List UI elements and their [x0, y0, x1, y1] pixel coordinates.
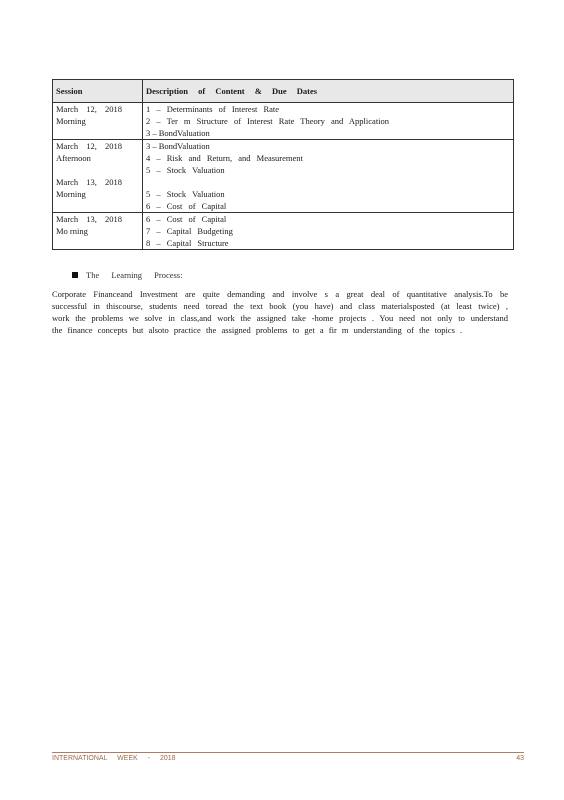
description-cell	[143, 213, 514, 250]
topic-item: 2 – Ter m Structure of Interest Rate Theory and Application	[146, 116, 390, 126]
session-date: March 13, 2018	[56, 214, 123, 224]
footer-label: INTERNATIONAL WEEK - 2018	[52, 755, 176, 762]
session-cell	[53, 140, 143, 213]
topic-item: 3 – BondValuation	[146, 128, 210, 138]
table-header-row	[53, 80, 514, 103]
header-description: Description of Content & Due Dates	[143, 80, 514, 103]
topic-item: 6 – Cost of Capital	[146, 201, 227, 211]
topic-item: 5 – Stock Valuation	[146, 165, 225, 175]
session-cell	[53, 213, 143, 250]
square-bullet-icon	[72, 272, 78, 278]
session-date: March 12, 2018	[56, 141, 123, 151]
topic-item: 8 – Capital Structure	[146, 238, 229, 248]
description-cell	[143, 103, 514, 140]
schedule-table	[52, 79, 514, 250]
session-time: Morning	[56, 189, 86, 199]
table-row	[53, 213, 514, 250]
header-session: Session	[53, 80, 143, 103]
body-paragraph: Corporate Financeand Investment are quite demanding and involve s a great deal of quantitative analysis.To be successful in thiscourse, students need toread the text book (you have) and class materialsposted (at least twice) , work the problems we solve in class,and work the assigned take -home projects . You need not only to understand the finance concepts but alsoto practice the assigned problems to get a fir m understanding of the topics .	[52, 289, 508, 335]
topic-item: 6 – Cost of Capital	[146, 214, 227, 224]
topic-item: 3 – BondValuation	[146, 141, 210, 151]
session-time: Afternoon	[56, 153, 91, 163]
page-number: 43	[516, 755, 524, 762]
topic-item: 5 – Stock Valuation	[146, 189, 225, 199]
session-date: March 13, 2018	[56, 177, 123, 187]
page-footer	[52, 752, 524, 762]
session-date: March 12, 2018	[56, 104, 123, 114]
session-cell	[53, 103, 143, 140]
section-title: The Learning Process:	[86, 270, 183, 280]
session-time: Mo rning	[56, 226, 88, 236]
topic-item: 4 – Risk and Return, and Measurement	[146, 153, 303, 163]
session-time: Morning	[56, 116, 86, 126]
topic-item: 1 – Determinants of Interest Rate	[146, 104, 280, 114]
table-row	[53, 103, 514, 140]
spacer	[146, 176, 511, 188]
table-row	[53, 140, 514, 213]
description-cell	[143, 140, 514, 213]
section-heading	[72, 270, 182, 280]
spacer	[56, 164, 140, 176]
topic-item: 7 – Capital Budgeting	[146, 226, 233, 236]
